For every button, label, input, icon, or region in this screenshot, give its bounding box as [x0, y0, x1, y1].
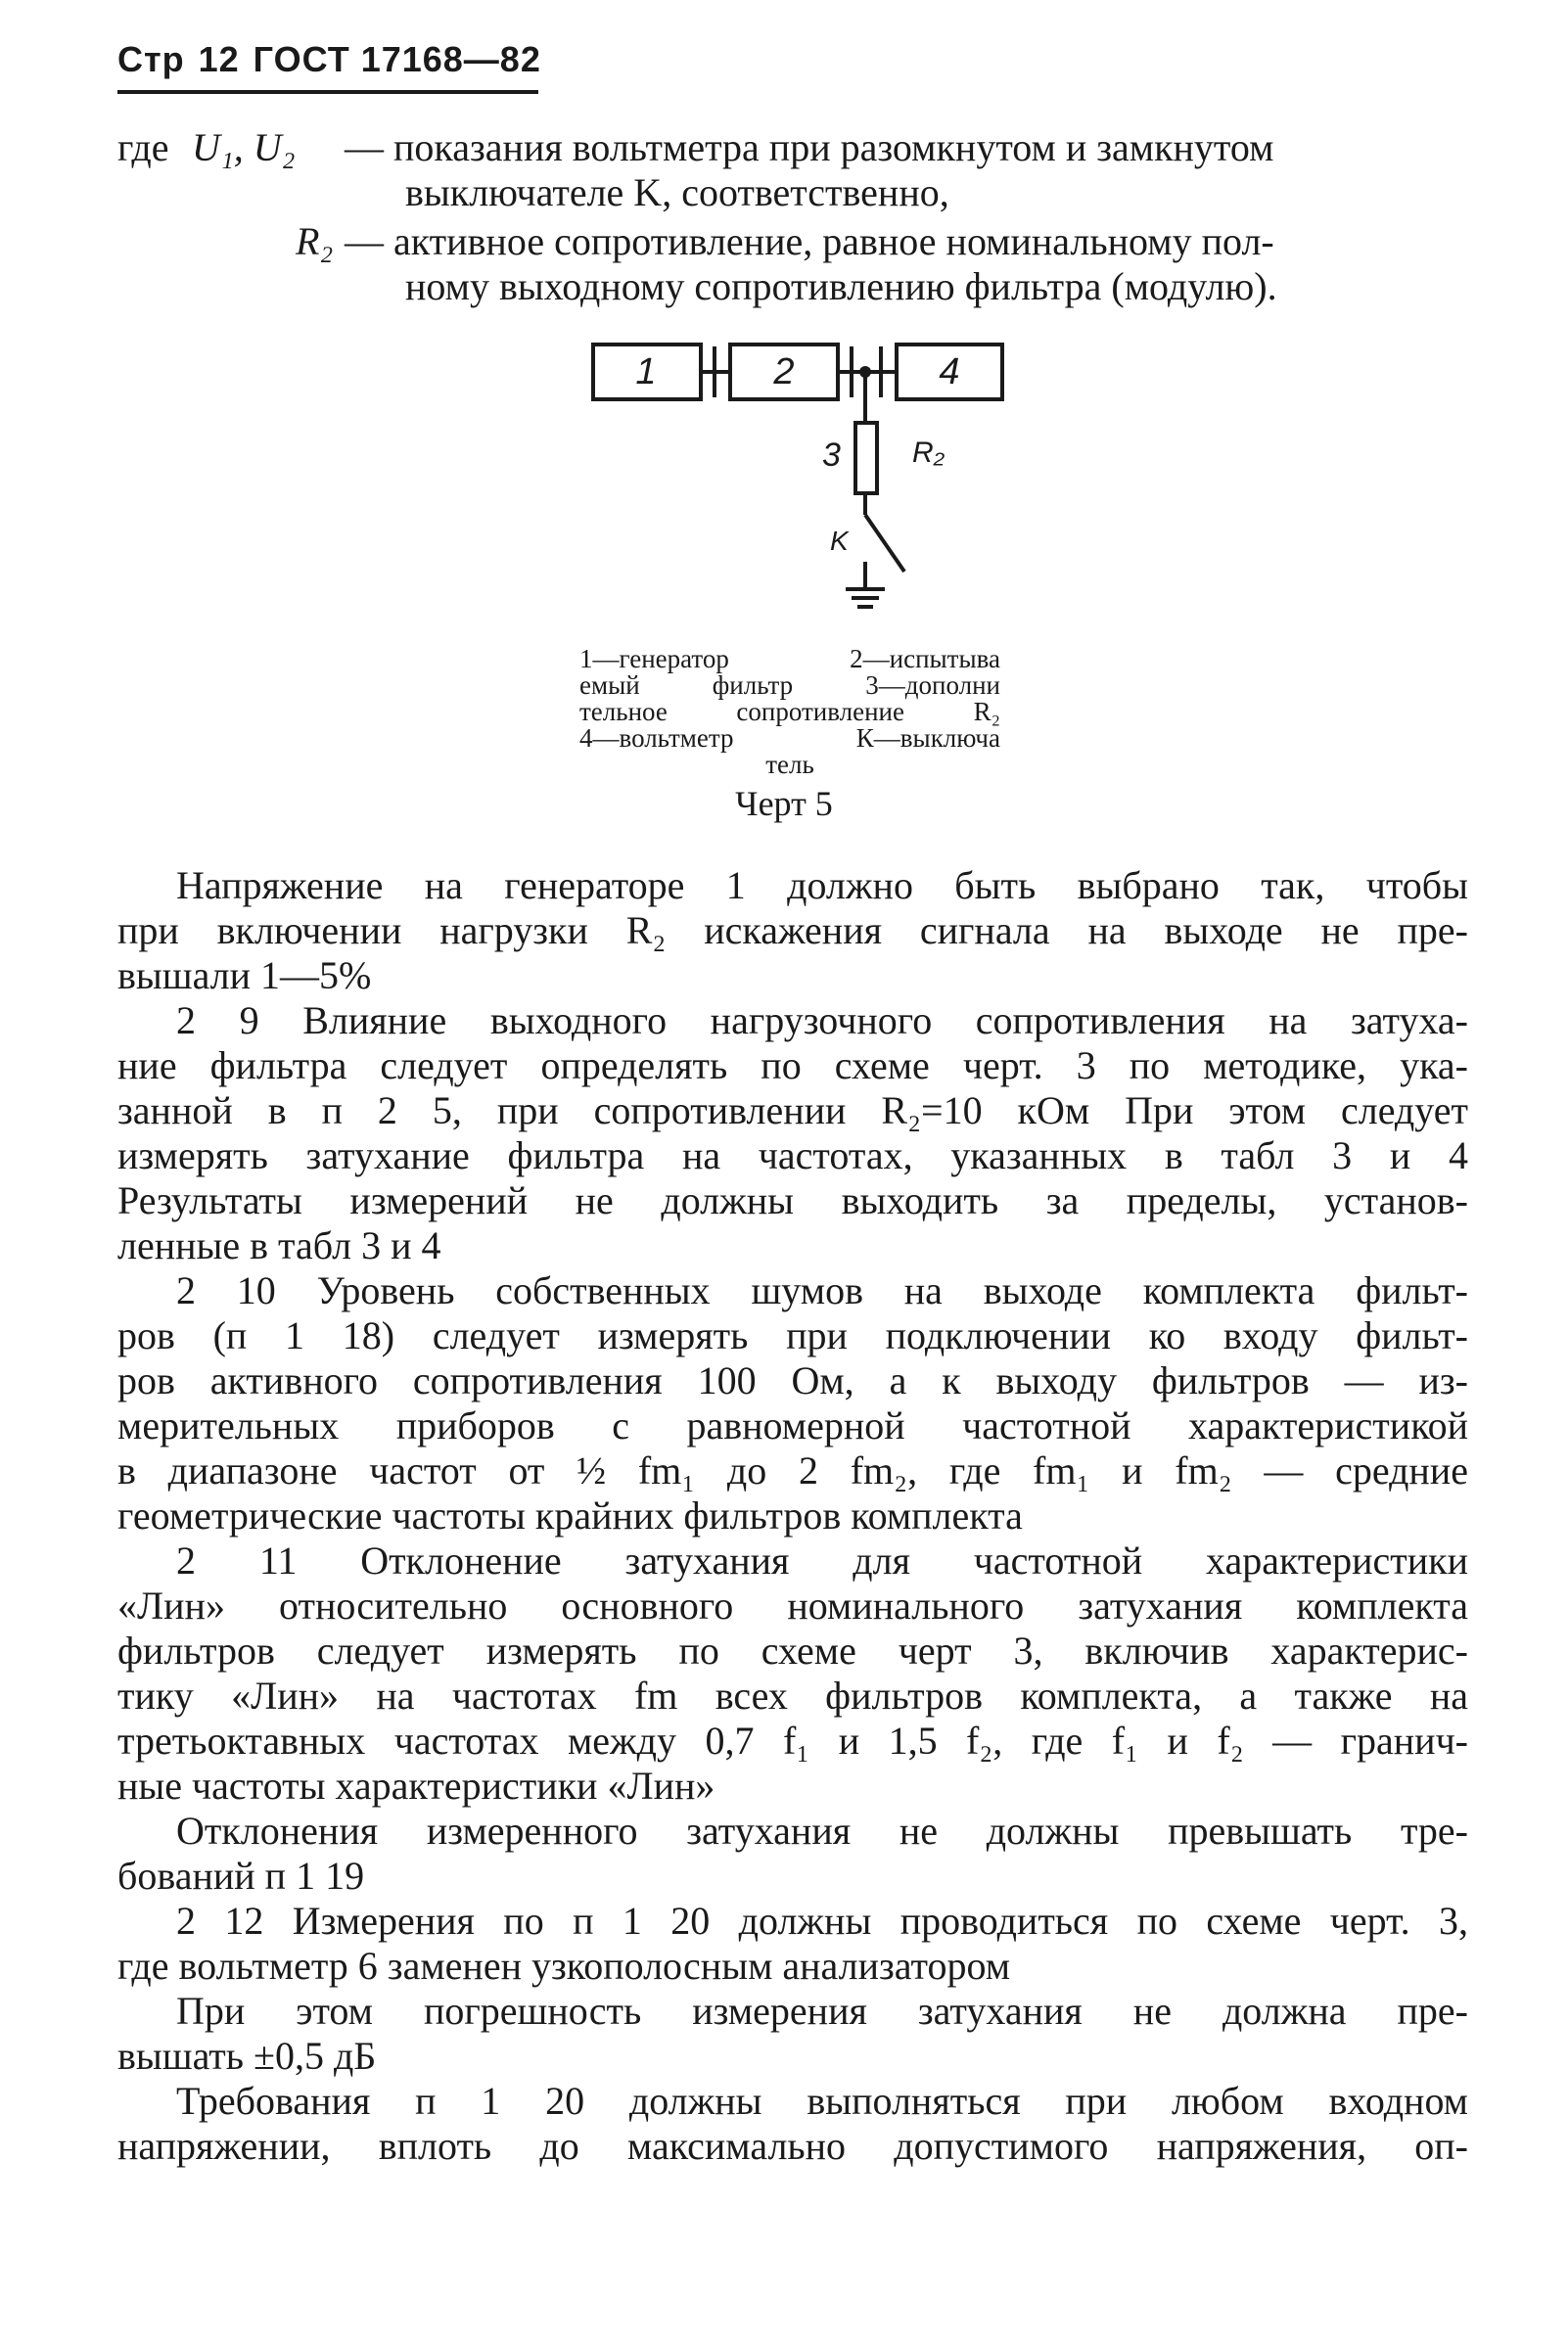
paragraph	[117, 2079, 1468, 2169]
paragraph-line: ние фильтра следует определять по схеме черт. 3 по методике, ука-	[117, 1043, 1468, 1087]
paragraph-line: Результаты измерений не должны выходить за пределы, установ-	[117, 1178, 1468, 1222]
paragraph	[117, 863, 1468, 998]
paragraph	[117, 998, 1468, 1268]
paragraph	[117, 1809, 1468, 1899]
paragraph-line: ров (п 1 18) следует измерять при подключении ко входу фильт-	[117, 1313, 1468, 1357]
paragraph-line: третьоктавных частотах между 0,7 f₁ и 1,5 f₂, где f₁ и f₂ — гранич-	[117, 1719, 1468, 1763]
resistor-number-label: 3	[822, 436, 841, 474]
legend-line: тель	[765, 750, 814, 779]
paragraph	[117, 1539, 1468, 1809]
paragraph-line: напряжении, вплоть до максимально допустимого напряжения, оп-	[117, 2124, 1468, 2168]
block-label-4: 4	[939, 351, 960, 392]
paragraph	[117, 1989, 1468, 2079]
paragraph	[117, 1899, 1468, 1989]
legend-line: емый фильтр 3—дополни	[579, 670, 1000, 700]
definition-symbol-u: U₁, U₂	[192, 125, 296, 169]
legend-line: 4—вольтметр К—выключа	[579, 723, 1000, 753]
paragraph-line: где вольтметр 6 заменен узкополосным анализатором	[117, 1944, 1011, 1988]
paragraph-line: тику «Лин» на частотах fm всех фильтров комплекта, а также на	[117, 1674, 1468, 1718]
paragraph-line: вышать ±0,5 дБ	[117, 2034, 377, 2078]
circuit-diagram	[0, 323, 1568, 646]
legend-line: тельное сопротивление R₂	[579, 697, 1000, 726]
paragraph-line: 2 12 Измерения по п 1 20 должны проводиться по схеме черт. 3,	[176, 1899, 1468, 1943]
paragraph-line: мерительных приборов с равномерной частотной характеристикой	[117, 1403, 1468, 1447]
paragraph-line: ленные в табл 3 и 4	[117, 1223, 441, 1267]
switch-k-label: K	[830, 526, 849, 556]
figure-caption: Черт 5	[735, 784, 833, 823]
paragraph-line: измерять затухание фильтра на частотах, указанных в табл 3 и 4	[117, 1133, 1468, 1177]
paragraph-line: При этом погрешность измерения затухания не должна пре-	[176, 1989, 1468, 2033]
legend-line: 1—генератор 2—испытыва	[579, 644, 1000, 673]
paragraph-line: фильтров следует измерять по схеме черт 3, включив характерис-	[117, 1629, 1468, 1673]
circuit-figure	[0, 323, 1568, 646]
paragraph-line: вышали 1—5%	[117, 953, 372, 997]
figure-legend	[579, 646, 1000, 778]
paragraph-line: 2 9 Влияние выходного нагрузочного сопротивления на затуха-	[176, 998, 1468, 1042]
paragraph-line: бований п 1 19	[117, 1854, 365, 1898]
definition-symbol-r2: R₂	[296, 219, 334, 263]
paragraph-line: Отклонения измеренного затухания не должны превышать тре-	[176, 1809, 1468, 1853]
paragraph-line: 2 11 Отклонение затухания для частотной характеристики	[176, 1539, 1468, 1583]
paragraph-line: при включении нагрузки R₂ искажения сигнала на выходе не пре-	[117, 908, 1468, 952]
paragraph	[117, 1268, 1468, 1539]
header-rule	[117, 90, 538, 94]
paragraph-line: ные частоты характеристики «Лин»	[117, 1764, 715, 1808]
block-label-1: 1	[635, 351, 657, 392]
page-number: 12	[198, 39, 240, 79]
paragraph-line: ров активного сопротивления 100 Ом, а к выходу фильтров — из-	[117, 1358, 1468, 1402]
paragraph-line: геометрические частоты крайних фильтров комплекта	[117, 1493, 1023, 1538]
paragraph-line: занной в п 2 5, при сопротивлении R₂=10 кОм При этом следует	[117, 1088, 1468, 1132]
definition-line: ному выходному сопротивлению фильтра (модулю).	[405, 264, 1277, 308]
definition-line: выключателе K, соответственно,	[405, 170, 949, 214]
block-label-2: 2	[773, 351, 795, 392]
page-label: Стр	[117, 39, 185, 79]
definition-prefix: где	[117, 125, 169, 169]
paragraph-line: в диапазоне частот от ½ fm₁ до 2 fm₂, где fm₁ и fm₂ — средние	[117, 1448, 1468, 1493]
standard-designation: ГОСТ 17168—82	[253, 39, 541, 79]
paragraph-line: «Лин» относительно основного номинального затухания комплекта	[117, 1584, 1468, 1628]
resistor-r2-label: R₂	[912, 436, 945, 469]
paragraph-line: 2 10 Уровень собственных шумов на выходе комплекта фильт-	[176, 1268, 1468, 1312]
definition-line: — показания вольтметра при разомкнутом и замкнутом	[345, 125, 1274, 169]
paragraph-line: Напряжение на генераторе 1 должно быть выбрано так, чтобы	[176, 863, 1468, 907]
page-header	[117, 39, 555, 80]
junction-dot	[859, 366, 871, 378]
paragraph-line: Требования п 1 20 должны выполняться при любом входном	[176, 2079, 1468, 2123]
definition-line: — активное сопротивление, равное номинальному пол-	[345, 219, 1274, 263]
